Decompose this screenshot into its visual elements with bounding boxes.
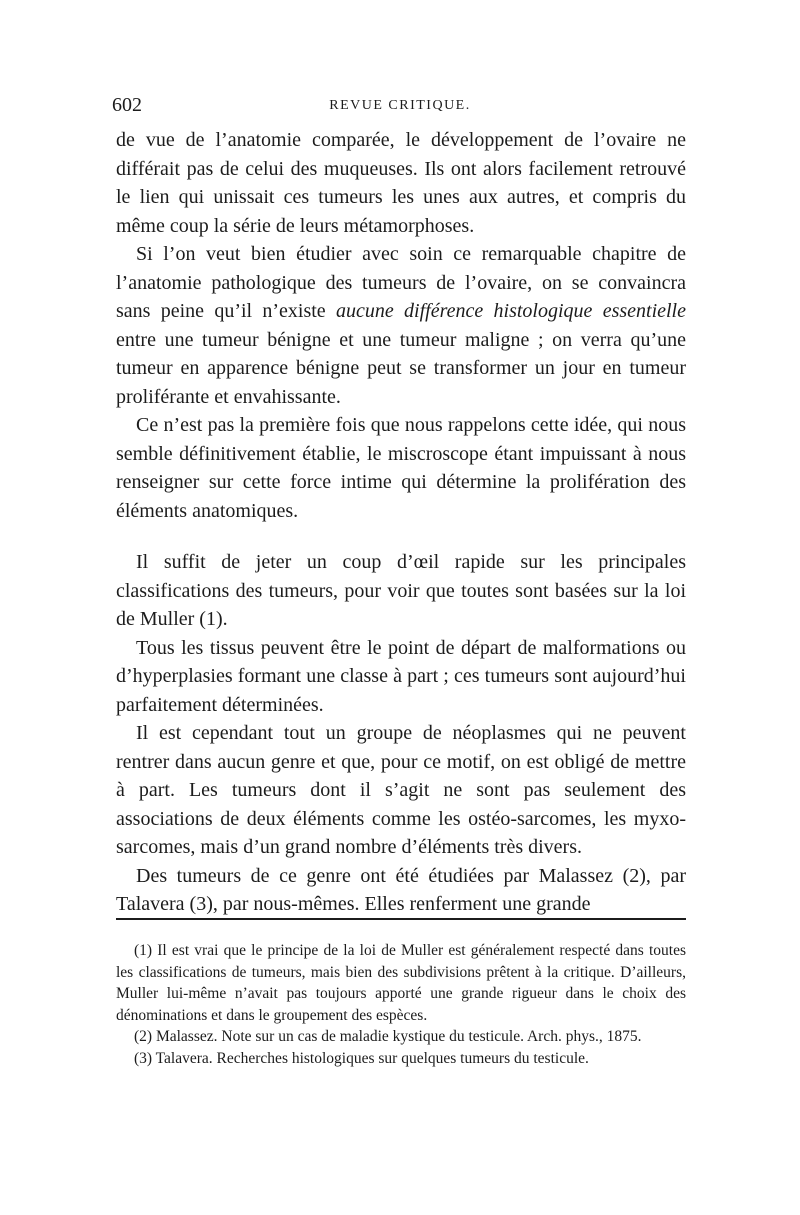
- paragraph-ovary-chapter: [116, 240, 686, 411]
- footnotes: [116, 940, 686, 1069]
- footnote-1: (1) Il est vrai que le principe de la loi de Muller est généralement respecté dans toutes les classifications de tumeurs, mais bien des subdivisions prêtent à la critique. D’ailleurs, Muller lui-même n’avait pas toujours apporté une grande rigueur dans le choix des dénominations et dans le groupement des espèces.: [116, 942, 686, 1024]
- paragraph-tissues: Tous les tissus peuvent être le point de départ de malformations ou d’hyperplasies formant une classe à part ; ces tumeurs sont aujourd’hui parfaitement déterminées.: [116, 636, 686, 716]
- running-head: REVUE CRITIQUE.: [329, 98, 471, 113]
- paragraph-microscope: Ce n’est pas la première fois que nous rappelons cette idée, qui nous semble définitivement établie, le miscroscope étant impuissant à nous renseigner sur cette force intime qui détermine la prolifération des éléments anatomiques.: [116, 414, 686, 522]
- footnote-2: (2) Malassez. Note sur un cas de maladie kystique du testicule. Arch. phys., 1875.: [134, 1028, 642, 1045]
- page-number: 602: [112, 94, 142, 116]
- paragraph-text: entre une tumeur bénigne et une tumeur maligne ; on verra qu’une tumeur en apparence bénigne peut se transformer un jour en tumeur proliférante et envahissante.: [116, 328, 686, 408]
- paragraph-neoplasms: Il est cependant tout un groupe de néoplasmes qui ne peuvent rentrer dans aucun genre et que, pour ce motif, on est obligé de mettre à part. Les tumeurs dont il s’agit ne sont pas seulement des associations de deux éléments comme les ostéo-sarcomes, les myxo-sarcomes, mais d’un grand nombre d’éléments très divers.: [116, 722, 686, 858]
- paragraph-classifications: Il suffit de jeter un coup d’œil rapide sur les principales classifications des tumeurs, pour voir que toutes sont basées sur la loi de Muller (1).: [116, 551, 686, 630]
- main-text: [116, 126, 686, 919]
- paragraph-text: Si l’on veut bien étudier avec soin ce remarquable chapitre de l’anatomie pathologique des tumeurs de l’ovaire, on se convaincra sans peine qu’il n’existe: [116, 243, 686, 322]
- italic-emphasis: aucune différence histologique essentielle: [335, 300, 686, 322]
- paragraph-studies: Des tumeurs de ce genre ont été étudiées par Malassez (2), par Talavera (3), par nous-mêmes. Elles renferment une grande: [116, 864, 686, 915]
- footnote-rule: [116, 918, 686, 920]
- page-header: [112, 94, 688, 120]
- footnote-3: (3) Talavera. Recherches histologiques sur quelques tumeurs du testicule.: [134, 1049, 589, 1067]
- paragraph-continued: de vue de l’anatomie comparée, le développement de l’ovaire ne différait pas de celui des muqueuses. Ils ont alors facilement retrouvé le lien qui unissait ces tumeurs les unes aux autres, et compris du même coup la série de leurs métamorphoses.: [116, 129, 686, 237]
